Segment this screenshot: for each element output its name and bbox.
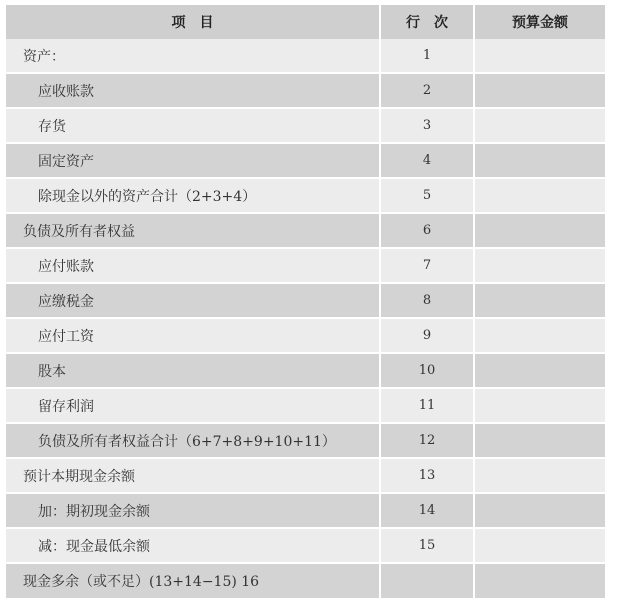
row-line-number (380, 563, 474, 599)
row-item: 应付工资 (6, 318, 380, 353)
row-amount (474, 213, 605, 248)
row-line-number: 4 (380, 143, 474, 178)
row-item: 现金多余（或不足）(13+14−15) 16 (6, 563, 380, 599)
row-line-number: 1 (380, 39, 474, 73)
row-line-number: 13 (380, 458, 474, 493)
table-row (6, 283, 605, 318)
table-row (6, 528, 605, 563)
row-line-number: 12 (380, 423, 474, 458)
header-line-number: 行 次 (380, 5, 474, 39)
row-amount (474, 248, 605, 283)
row-line-number: 15 (380, 528, 474, 563)
row-amount (474, 143, 605, 178)
row-amount (474, 39, 605, 73)
header-item: 项 目 (6, 5, 380, 39)
row-item: 应缴税金 (6, 283, 380, 318)
row-amount (474, 353, 605, 388)
row-item: 预计本期现金余额 (6, 458, 380, 493)
table-row (6, 178, 605, 213)
table-row (6, 423, 605, 458)
row-line-number: 10 (380, 353, 474, 388)
row-item: 加：期初现金余额 (6, 493, 380, 528)
row-item: 负债及所有者权益合计（6+7+8+9+10+11） (6, 423, 380, 458)
row-item: 减：现金最低余额 (6, 528, 380, 563)
table-row (6, 563, 605, 599)
header-budget-amount: 预算金额 (474, 5, 605, 39)
row-item: 留存利润 (6, 388, 380, 423)
row-item: 应付账款 (6, 248, 380, 283)
table-header-row (6, 5, 605, 39)
table-row (6, 73, 605, 108)
row-amount (474, 108, 605, 143)
table-row (6, 108, 605, 143)
row-line-number: 9 (380, 318, 474, 353)
table-row (6, 318, 605, 353)
row-item: 除现金以外的资产合计（2+3+4） (6, 178, 380, 213)
row-line-number: 7 (380, 248, 474, 283)
table-row (6, 143, 605, 178)
row-amount (474, 493, 605, 528)
row-line-number: 3 (380, 108, 474, 143)
row-item: 固定资产 (6, 143, 380, 178)
row-amount (474, 423, 605, 458)
row-line-number: 14 (380, 493, 474, 528)
row-line-number: 2 (380, 73, 474, 108)
table-row (6, 458, 605, 493)
row-item: 负债及所有者权益 (6, 213, 380, 248)
row-item: 资产： (6, 39, 380, 73)
row-amount (474, 563, 605, 599)
table-row (6, 39, 605, 73)
row-item: 股本 (6, 353, 380, 388)
row-amount (474, 528, 605, 563)
row-line-number: 8 (380, 283, 474, 318)
row-amount (474, 318, 605, 353)
row-amount (474, 388, 605, 423)
row-line-number: 11 (380, 388, 474, 423)
row-amount (474, 283, 605, 318)
table-row (6, 388, 605, 423)
row-item: 存货 (6, 108, 380, 143)
row-amount (474, 178, 605, 213)
row-line-number: 5 (380, 178, 474, 213)
row-line-number: 6 (380, 213, 474, 248)
cash-budget-table (6, 5, 605, 600)
table-row (6, 493, 605, 528)
table-row (6, 353, 605, 388)
row-amount (474, 73, 605, 108)
table-row (6, 248, 605, 283)
row-item: 应收账款 (6, 73, 380, 108)
row-amount (474, 458, 605, 493)
table-row (6, 213, 605, 248)
